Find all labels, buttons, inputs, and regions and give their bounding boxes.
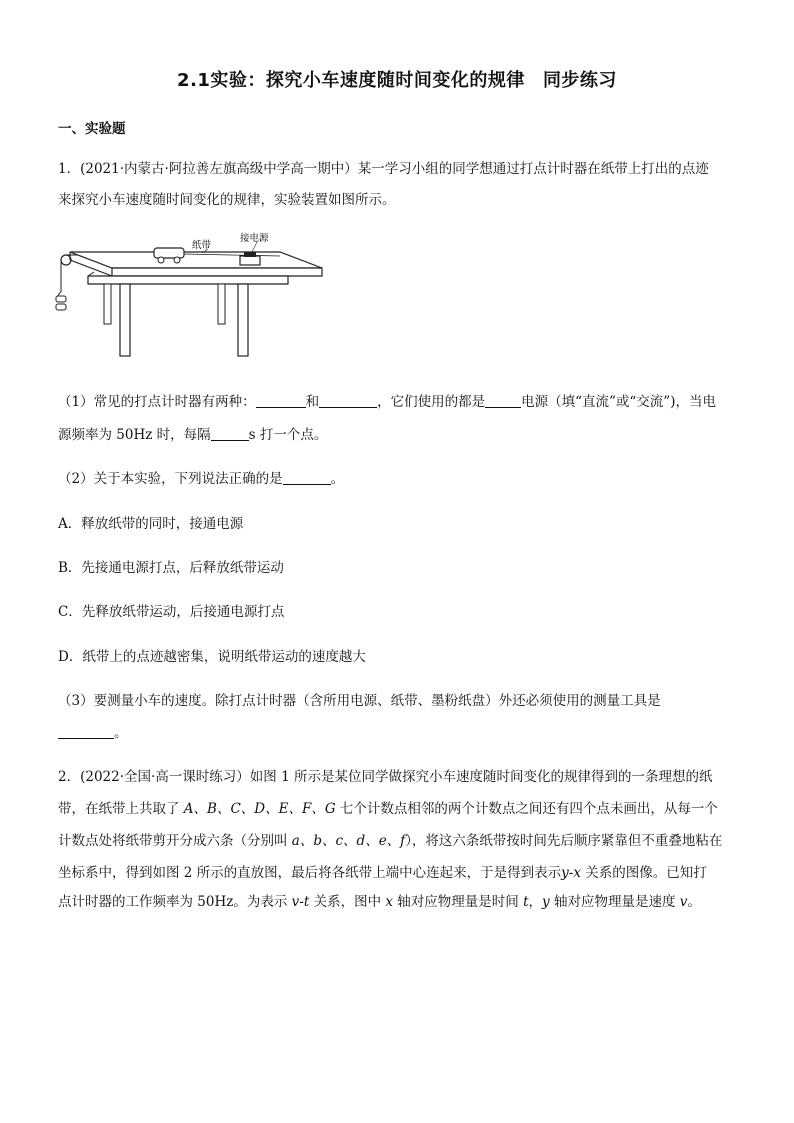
- q1-part3-line2: 。: [58, 721, 128, 741]
- q1-part3-line1: （3）要测量小车的速度。除打点计时器（含所用电源、纸带、墨粉纸盘）外还必须使用的测量工具是: [58, 693, 661, 709]
- section-heading: 一、实验题: [58, 121, 126, 137]
- table-top: [88, 276, 288, 284]
- q2-line5: 点计时器的工作频率为 50Hz。为表示 v-t 关系，图中 x 轴对应物理量是时间 t，y 轴对应物理量是速度 v。: [58, 894, 701, 910]
- title-sub: 同步练习: [542, 70, 617, 91]
- apparatus-diagram: [52, 228, 332, 368]
- q1-stem-line1: 1．(2021·内蒙古·阿拉善左旗高级中学高一期中）某一学习小组的同学想通过打点计时器在纸带上打出的点迹: [58, 161, 709, 177]
- option-c: C．先释放纸带运动，后接通电源打点: [58, 604, 285, 620]
- q1-stem-line2: 来探究小车速度随时间变化的规律，实验装置如图所示。: [58, 192, 396, 208]
- apparatus-figure: [52, 228, 332, 368]
- answer-blank[interactable]: [58, 724, 114, 739]
- q2-line3: 计数点处将纸带剪开分成六条（分别叫 a、b、c、d、e、f），将这六条纸带按时间先后顺序紧靠但不重叠地粘在: [58, 833, 723, 849]
- answer-blank[interactable]: [485, 393, 521, 408]
- weight-icon: [56, 304, 66, 310]
- timer-icon: [240, 256, 260, 265]
- page-title: [0, 66, 794, 92]
- q2-line4: 坐标系中，得到如图 2 所示的直放图，最后将各纸带上端中心连起来，于是得到表示y-x 关系的图像。已知打: [58, 865, 707, 881]
- answer-blank[interactable]: [319, 393, 377, 408]
- answer-blank[interactable]: [256, 393, 306, 408]
- q1-part1-line2: 源频率为 50Hz 时，每隔 s 打一个点。: [58, 427, 328, 443]
- answer-blank[interactable]: [211, 426, 249, 441]
- option-d: D．纸带上的点迹越密集，说明纸带运动的速度越大: [58, 649, 366, 665]
- strip-names: a、b、c、d、e、f: [291, 833, 406, 849]
- label-power: 接电源: [240, 233, 269, 244]
- q1-part2: （2）关于本实验，下列说法正确的是 。: [58, 471, 345, 487]
- weight-icon: [56, 296, 66, 302]
- option-b: B．先接通电源打点，后释放纸带运动: [58, 560, 284, 576]
- q2-line2: 带，在纸带上共取了 A、B、C、D、E、F、G 七个计数点相邻的两个计数点之间还有四个点未画出，从每一个: [58, 801, 718, 817]
- label-tape: 纸带: [192, 240, 212, 251]
- title-main: 2.1实验：探究小车速度随时间变化的规律: [177, 70, 525, 91]
- cart-icon: [154, 248, 184, 258]
- q2-line1: 2．(2022·全国·高一课时练习）如图 1 所示是某位同学做探究小车速度随时间变化的规律得到的一条理想的纸: [58, 769, 713, 785]
- q1-part1-line1: （1）常见的打点计时器有两种： 和 ，它们使用的都是 电源（填“直流”或“交流”)，当电: [58, 394, 716, 410]
- option-a: A．释放纸带的同时，接通电源: [58, 516, 244, 532]
- answer-blank[interactable]: [283, 470, 331, 485]
- table-leg: [238, 284, 248, 356]
- count-points: A、B、C、D、E、F、G: [183, 801, 336, 817]
- table-leg: [120, 284, 130, 356]
